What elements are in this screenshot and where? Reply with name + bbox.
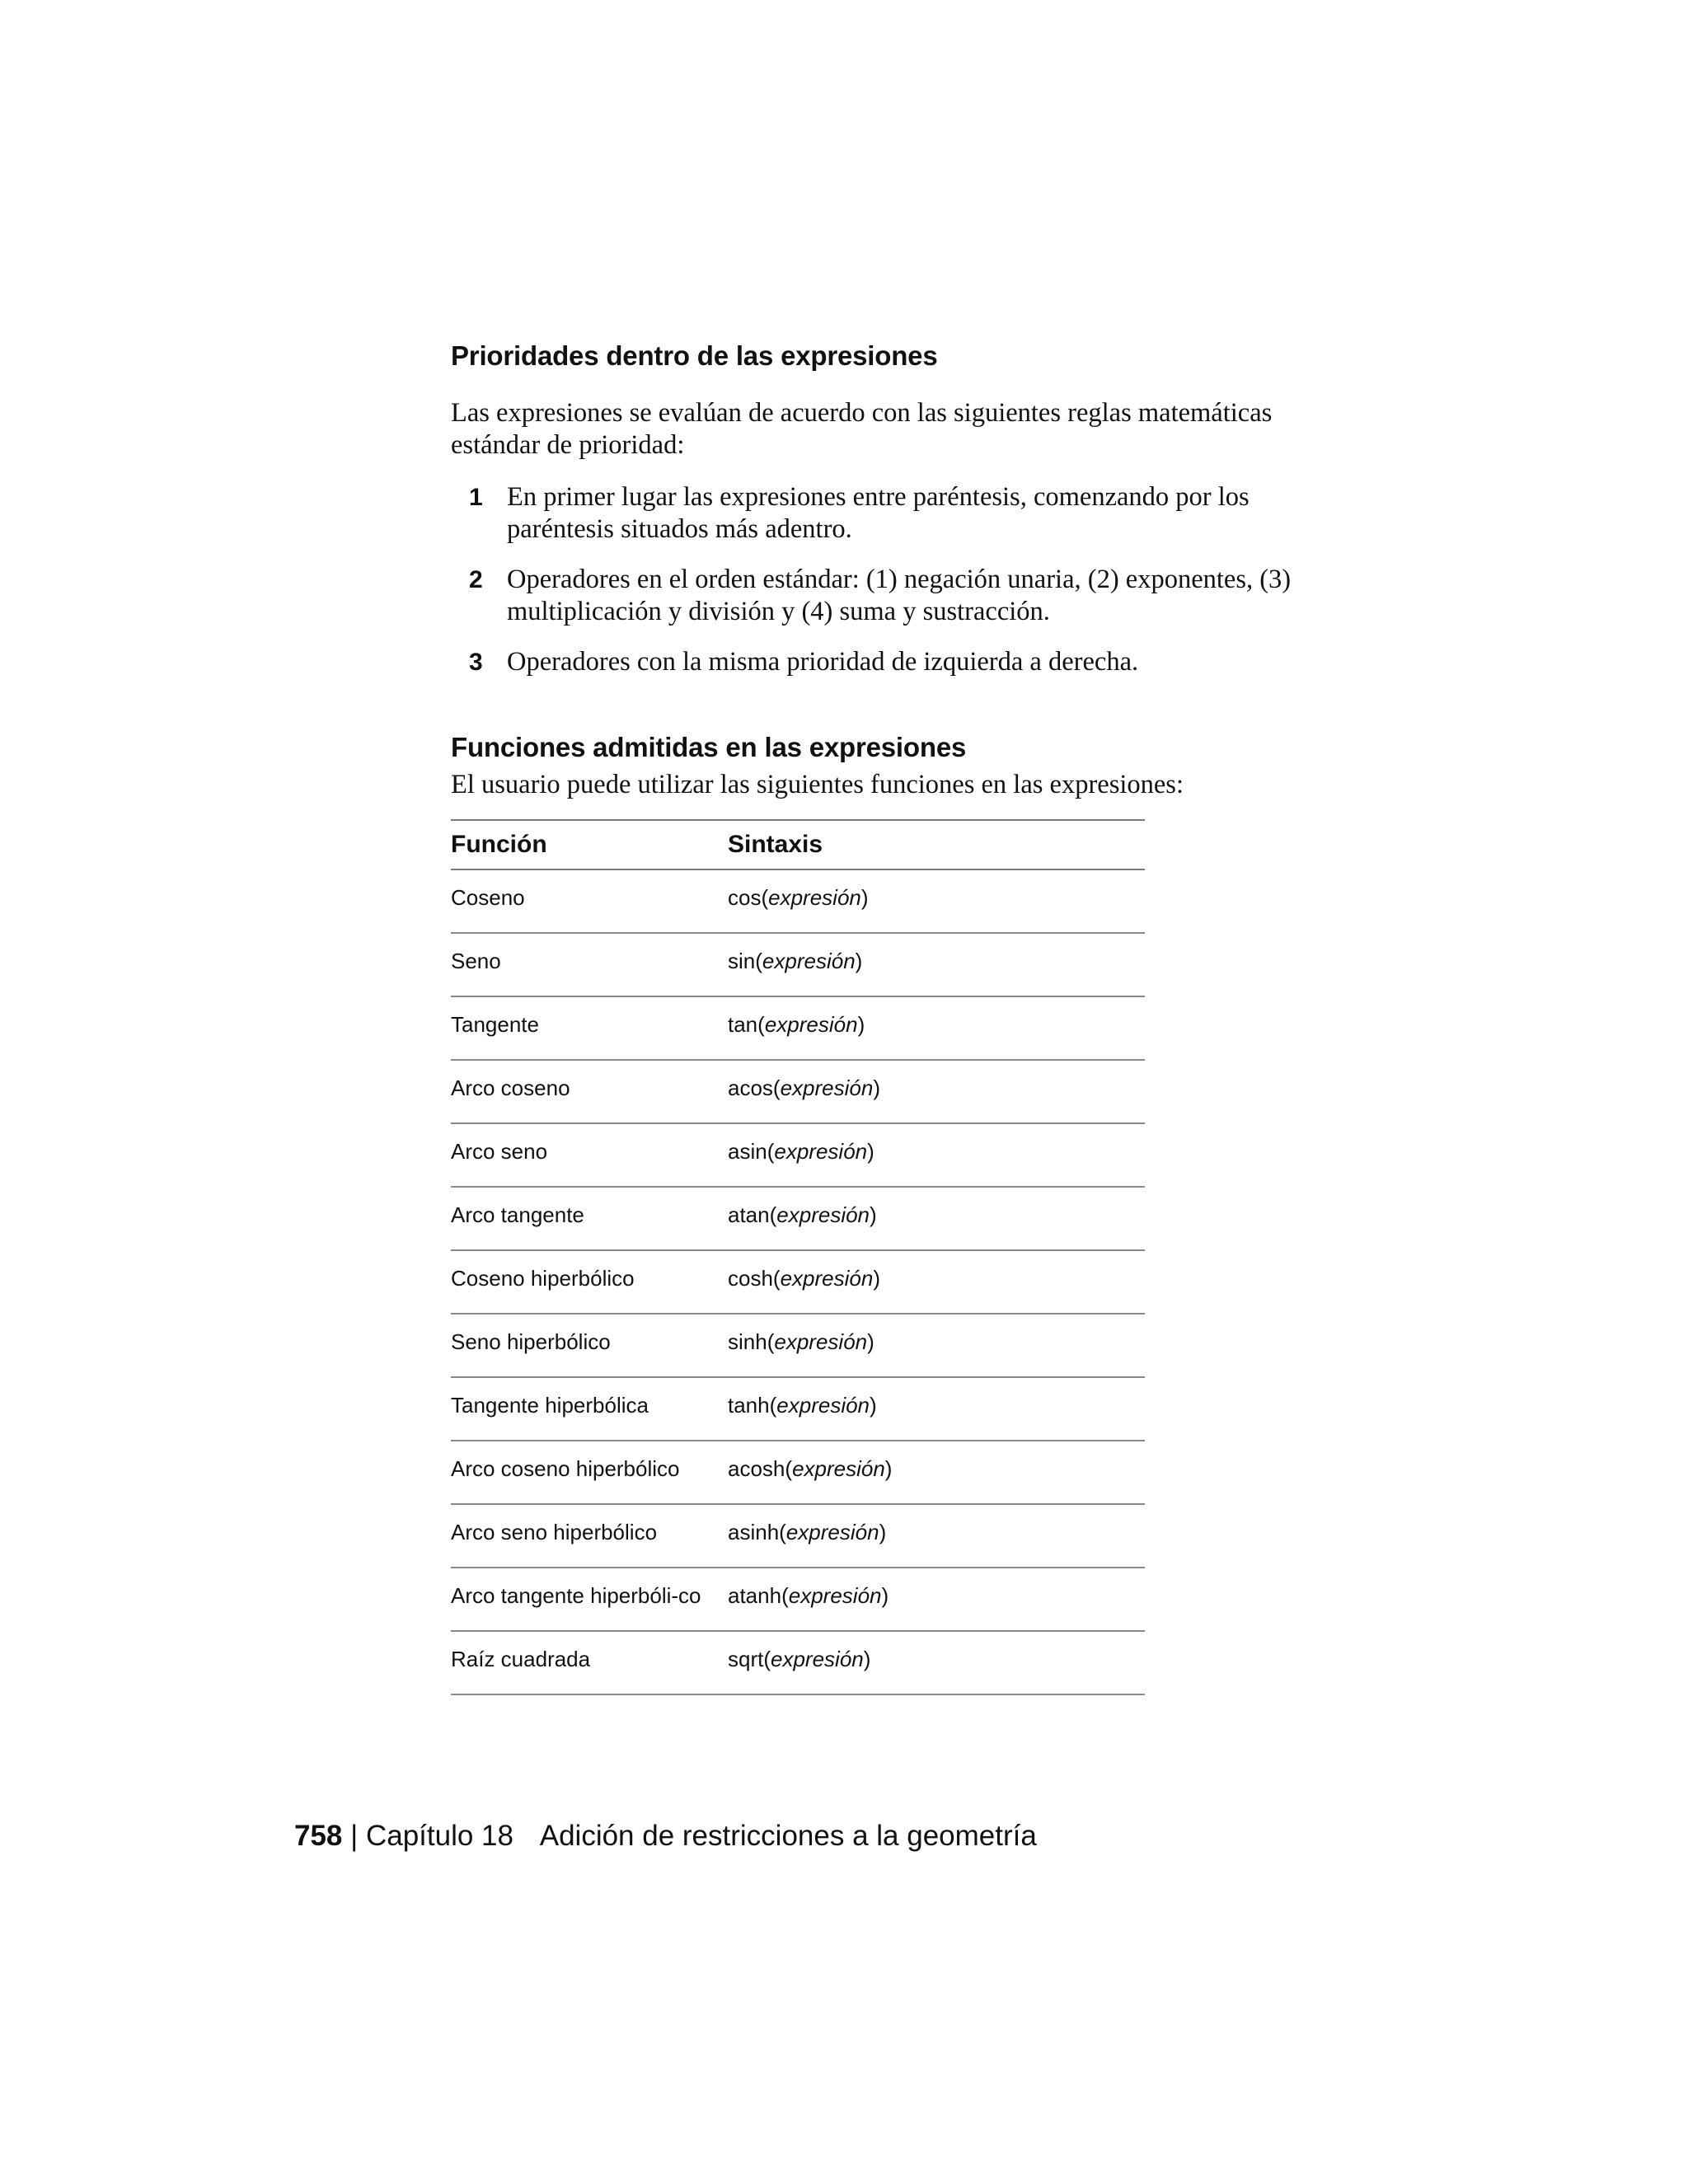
syntax-argument: expresión <box>768 885 861 910</box>
table-row <box>451 933 1145 996</box>
syntax-function: asinh <box>728 1520 780 1544</box>
page-content <box>451 338 1341 1695</box>
section-heading-functions: Funciones admitidas en las expresiones <box>451 732 967 762</box>
function-name-cell: Arco seno hiperbólico <box>451 1504 728 1568</box>
chapter-label: Capítulo 18 <box>365 1820 513 1852</box>
section-intro-priorities: Las expresiones se evalúan de acuerdo con las siguientes reglas matemáticas estándar de prioridad: <box>451 398 1273 460</box>
function-name-cell: Seno hiperbólico <box>451 1314 728 1377</box>
column-header-syntax: Sintaxis <box>728 820 1145 869</box>
syntax-cell: sqrt(expresión) <box>728 1631 1145 1694</box>
syntax-argument: expresión <box>792 1456 885 1481</box>
list-item <box>451 481 1341 546</box>
column-header-function: Función <box>451 820 728 869</box>
functions-table <box>451 819 1145 1695</box>
function-name-cell: Raíz cuadrada <box>451 1631 728 1694</box>
section-heading-priorities: Prioridades dentro de las expresiones <box>451 340 938 371</box>
syntax-function: sqrt <box>728 1647 764 1671</box>
function-name-cell: Arco coseno <box>451 1060 728 1123</box>
syntax-cell: acosh(expresión) <box>728 1441 1145 1504</box>
step-text: Operadores con la misma prioridad de izquierda a derecha. <box>507 647 1139 677</box>
step-text: En primer lugar las expresiones entre paréntesis, comenzando por los paréntesis situados más adentro. <box>507 482 1250 544</box>
syntax-cell: tanh(expresión) <box>728 1377 1145 1441</box>
syntax-function: sinh <box>728 1329 767 1354</box>
step-number: 3 <box>469 649 483 676</box>
function-name-cell: Coseno hiperbólico <box>451 1250 728 1314</box>
priority-steps-list <box>451 481 1341 678</box>
syntax-cell: sinh(expresión) <box>728 1314 1145 1377</box>
syntax-cell: cosh(expresión) <box>728 1250 1145 1314</box>
syntax-argument: expresión <box>764 1012 858 1037</box>
page-number: 758 <box>294 1820 343 1852</box>
syntax-function: cosh <box>728 1266 773 1291</box>
syntax-cell: sin(expresión) <box>728 933 1145 996</box>
table-row <box>451 1123 1145 1187</box>
syntax-cell: atanh(expresión) <box>728 1568 1145 1631</box>
syntax-function: tanh <box>728 1393 770 1418</box>
syntax-argument: expresión <box>776 1202 870 1227</box>
syntax-cell: asin(expresión) <box>728 1123 1145 1187</box>
syntax-argument: expresión <box>780 1266 874 1291</box>
syntax-function: atan <box>728 1202 770 1227</box>
syntax-argument: expresión <box>762 949 856 973</box>
syntax-argument: expresión <box>780 1076 874 1100</box>
syntax-argument: expresión <box>771 1647 864 1671</box>
function-name-cell: Tangente <box>451 996 728 1060</box>
syntax-cell: atan(expresión) <box>728 1187 1145 1250</box>
syntax-function: asin <box>728 1139 767 1164</box>
step-text: Operadores en el orden estándar: (1) negación unaria, (2) exponentes, (3) multiplicación y división y (4) suma y sustracción. <box>507 565 1292 626</box>
function-name-cell: Arco tangente hiperbóli-co <box>451 1568 728 1631</box>
list-item <box>451 564 1341 628</box>
table-row <box>451 1377 1145 1441</box>
step-number: 1 <box>469 484 483 511</box>
function-name-cell: Seno <box>451 933 728 996</box>
table-row <box>451 1314 1145 1377</box>
footer-separator: | <box>350 1820 359 1852</box>
table-header-row <box>451 820 1145 869</box>
table-row <box>451 1631 1145 1694</box>
syntax-cell: tan(expresión) <box>728 996 1145 1060</box>
functions-table-body <box>451 869 1145 1694</box>
table-row <box>451 1060 1145 1123</box>
function-name-cell: Arco seno <box>451 1123 728 1187</box>
syntax-argument: expresión <box>776 1393 870 1418</box>
function-name-cell: Arco coseno hiperbólico <box>451 1441 728 1504</box>
syntax-function: sin <box>728 949 756 973</box>
syntax-cell: asinh(expresión) <box>728 1504 1145 1568</box>
syntax-function: tan <box>728 1012 758 1037</box>
table-row <box>451 1568 1145 1631</box>
section-intro-functions: El usuario puede utilizar las siguientes funciones en las expresiones: <box>451 770 1184 799</box>
syntax-argument: expresión <box>774 1329 868 1354</box>
syntax-cell: cos(expresión) <box>728 869 1145 933</box>
function-name-cell: Arco tangente <box>451 1187 728 1250</box>
table-row <box>451 996 1145 1060</box>
table-row <box>451 1504 1145 1568</box>
list-item <box>451 646 1341 678</box>
syntax-argument: expresión <box>785 1520 879 1544</box>
syntax-function: cos <box>728 885 762 910</box>
syntax-argument: expresión <box>774 1139 868 1164</box>
table-row <box>451 869 1145 933</box>
syntax-function: acos <box>728 1076 773 1100</box>
table-row <box>451 1187 1145 1250</box>
syntax-function: atanh <box>728 1583 782 1608</box>
step-number: 2 <box>469 566 483 593</box>
table-row <box>451 1441 1145 1504</box>
syntax-function: acosh <box>728 1456 785 1481</box>
chapter-title: Adición de restricciones a la geometría <box>539 1820 1037 1852</box>
table-row <box>451 1250 1145 1314</box>
syntax-argument: expresión <box>788 1583 882 1608</box>
function-name-cell: Coseno <box>451 869 728 933</box>
syntax-cell: acos(expresión) <box>728 1060 1145 1123</box>
page-footer <box>294 1818 1037 1854</box>
function-name-cell: Tangente hiperbólica <box>451 1377 728 1441</box>
